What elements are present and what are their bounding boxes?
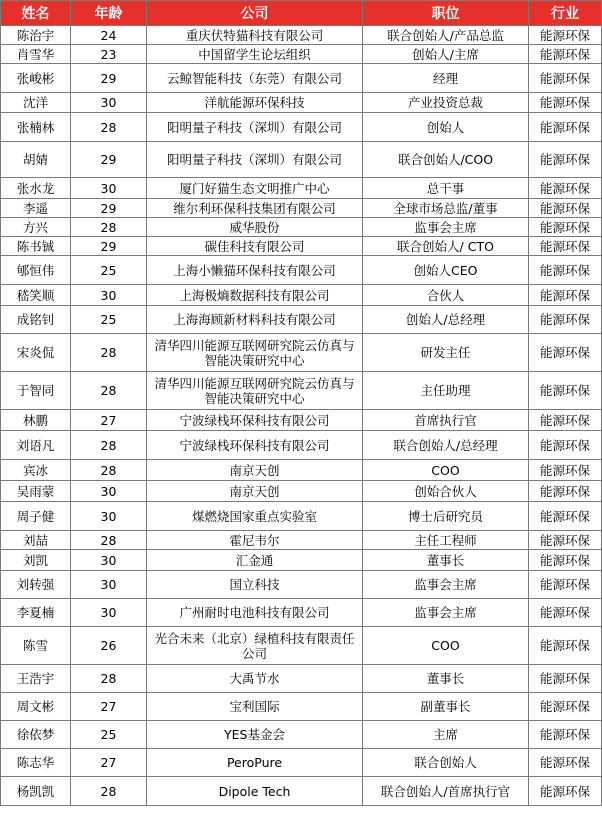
cell-industry: 能源环保 <box>529 460 602 481</box>
cell-age: 29 <box>71 199 147 218</box>
cell-name: 刘凯 <box>1 550 71 571</box>
cell-name: 陈书铖 <box>1 237 71 256</box>
cell-company: 汇金通 <box>147 550 363 571</box>
table-row <box>1 550 602 571</box>
cell-industry: 能源环保 <box>529 218 602 237</box>
table-row <box>1 693 602 721</box>
table-row <box>1 777 602 806</box>
cell-position: 联合创始人/产品总监 <box>363 26 529 45</box>
cell-age: 24 <box>71 26 147 45</box>
cell-industry: 能源环保 <box>529 93 602 113</box>
cell-position: 全球市场总监/董事 <box>363 199 529 218</box>
cell-name: 胡婧 <box>1 142 71 178</box>
cell-name: 陈治宇 <box>1 26 71 45</box>
cell-name: 成铭钊 <box>1 306 71 334</box>
cell-name: 王浩宇 <box>1 665 71 693</box>
cell-position: 董事长 <box>363 665 529 693</box>
cell-industry: 能源环保 <box>529 749 602 777</box>
cell-company: 霍尼韦尔 <box>147 531 363 550</box>
table-row <box>1 178 602 199</box>
cell-age: 26 <box>71 627 147 665</box>
cell-position: 合伙人 <box>363 285 529 306</box>
table-row <box>1 64 602 93</box>
cell-age: 30 <box>71 599 147 627</box>
cell-company: 上海极熵数据科技有限公司 <box>147 285 363 306</box>
table-row <box>1 372 602 410</box>
cell-industry: 能源环保 <box>529 571 602 599</box>
table-row <box>1 460 602 481</box>
cell-company: 碳佳科技有限公司 <box>147 237 363 256</box>
header-row <box>1 1 602 26</box>
cell-age: 27 <box>71 749 147 777</box>
cell-age: 27 <box>71 410 147 431</box>
table-row <box>1 113 602 142</box>
cell-company: 云鲸智能科技（东莞）有限公司 <box>147 64 363 93</box>
cell-age: 29 <box>71 64 147 93</box>
cell-company: YES基金会 <box>147 721 363 749</box>
cell-company: 清华四川能源互联网研究院云仿真与智能决策研究中心 <box>147 334 363 372</box>
table-row <box>1 502 602 531</box>
cell-company: 厦门好猫生态文明推广中心 <box>147 178 363 199</box>
header-age: 年龄 <box>71 1 147 26</box>
cell-age: 28 <box>71 531 147 550</box>
cell-industry: 能源环保 <box>529 777 602 806</box>
cell-position: 总干事 <box>363 178 529 199</box>
cell-name: 吴雨蒙 <box>1 481 71 502</box>
cell-industry: 能源环保 <box>529 531 602 550</box>
cell-industry: 能源环保 <box>529 502 602 531</box>
cell-company: 威华股份 <box>147 218 363 237</box>
cell-position: 经理 <box>363 64 529 93</box>
cell-age: 28 <box>71 665 147 693</box>
table-row <box>1 45 602 64</box>
cell-age: 28 <box>71 372 147 410</box>
table-row <box>1 410 602 431</box>
cell-age: 30 <box>71 178 147 199</box>
cell-industry: 能源环保 <box>529 45 602 64</box>
cell-company: 南京天创 <box>147 460 363 481</box>
cell-company: 洋航能源环保科技 <box>147 93 363 113</box>
cell-age: 29 <box>71 237 147 256</box>
cell-company: 上海海顾新材料科技有限公司 <box>147 306 363 334</box>
header-industry: 行业 <box>529 1 602 26</box>
cell-age: 28 <box>71 431 147 460</box>
cell-company: Dipole Tech <box>147 777 363 806</box>
cell-company: 广州耐时电池科技有限公司 <box>147 599 363 627</box>
cell-position: 创始合伙人 <box>363 481 529 502</box>
cell-age: 28 <box>71 334 147 372</box>
cell-age: 29 <box>71 142 147 178</box>
cell-age: 30 <box>71 481 147 502</box>
cell-company: 煤燃烧国家重点实验室 <box>147 502 363 531</box>
cell-name: 张水龙 <box>1 178 71 199</box>
table-row <box>1 218 602 237</box>
cell-industry: 能源环保 <box>529 113 602 142</box>
table-row <box>1 285 602 306</box>
cell-company: 国立科技 <box>147 571 363 599</box>
table-row <box>1 237 602 256</box>
cell-age: 30 <box>71 571 147 599</box>
table-row <box>1 749 602 777</box>
cell-industry: 能源环保 <box>529 178 602 199</box>
header-position: 职位 <box>363 1 529 26</box>
cell-industry: 能源环保 <box>529 142 602 178</box>
cell-industry: 能源环保 <box>529 256 602 285</box>
cell-industry: 能源环保 <box>529 410 602 431</box>
cell-company: 南京天创 <box>147 481 363 502</box>
cell-company: 阳明量子科技（深圳）有限公司 <box>147 142 363 178</box>
table-row <box>1 599 602 627</box>
cell-name: 于智同 <box>1 372 71 410</box>
cell-name: 林鹏 <box>1 410 71 431</box>
cell-name: 李遥 <box>1 199 71 218</box>
cell-position: 博士后研究员 <box>363 502 529 531</box>
cell-industry: 能源环保 <box>529 306 602 334</box>
cell-position: 主任助理 <box>363 372 529 410</box>
cell-name: 嵇笑顺 <box>1 285 71 306</box>
cell-industry: 能源环保 <box>529 26 602 45</box>
cell-company: 大禹节水 <box>147 665 363 693</box>
cell-company: 宁波绿栈环保科技有限公司 <box>147 431 363 460</box>
cell-age: 30 <box>71 550 147 571</box>
table-row <box>1 26 602 45</box>
cell-age: 23 <box>71 45 147 64</box>
cell-industry: 能源环保 <box>529 481 602 502</box>
cell-industry: 能源环保 <box>529 237 602 256</box>
cell-name: 宋炎侃 <box>1 334 71 372</box>
cell-name: 肖雪华 <box>1 45 71 64</box>
cell-age: 30 <box>71 93 147 113</box>
table-row <box>1 431 602 460</box>
cell-name: 周文彬 <box>1 693 71 721</box>
cell-industry: 能源环保 <box>529 665 602 693</box>
cell-age: 28 <box>71 460 147 481</box>
cell-name: 李夏楠 <box>1 599 71 627</box>
table-row <box>1 334 602 372</box>
cell-name: 刘语凡 <box>1 431 71 460</box>
cell-position: 联合创始人/ CTO <box>363 237 529 256</box>
cell-position: 监事会主席 <box>363 218 529 237</box>
cell-industry: 能源环保 <box>529 721 602 749</box>
cell-position: 创始人 <box>363 113 529 142</box>
cell-industry: 能源环保 <box>529 334 602 372</box>
cell-name: 刘喆 <box>1 531 71 550</box>
table-row <box>1 199 602 218</box>
cell-name: 郇恒伟 <box>1 256 71 285</box>
header-name: 姓名 <box>1 1 71 26</box>
cell-position: 研发主任 <box>363 334 529 372</box>
table-row <box>1 627 602 665</box>
cell-position: COO <box>363 627 529 665</box>
cell-name: 周子健 <box>1 502 71 531</box>
cell-industry: 能源环保 <box>529 285 602 306</box>
table-row <box>1 142 602 178</box>
cell-company: 光合未来（北京）绿植科技有限责任公司 <box>147 627 363 665</box>
cell-company: 宁波绿栈环保科技有限公司 <box>147 410 363 431</box>
cell-name: 刘转强 <box>1 571 71 599</box>
cell-position: 联合创始人/首席执行官 <box>363 777 529 806</box>
cell-company: 清华四川能源互联网研究院云仿真与智能决策研究中心 <box>147 372 363 410</box>
cell-industry: 能源环保 <box>529 431 602 460</box>
table-row <box>1 665 602 693</box>
cell-company: 中国留学生论坛组织 <box>147 45 363 64</box>
cell-company: 阳明量子科技（深圳）有限公司 <box>147 113 363 142</box>
table-row <box>1 571 602 599</box>
cell-position: 创始人CEO <box>363 256 529 285</box>
table-row <box>1 256 602 285</box>
cell-industry: 能源环保 <box>529 599 602 627</box>
cell-industry: 能源环保 <box>529 693 602 721</box>
cell-position: 联合创始人/总经理 <box>363 431 529 460</box>
cell-industry: 能源环保 <box>529 64 602 93</box>
table-row <box>1 306 602 334</box>
cell-position: 首席执行官 <box>363 410 529 431</box>
cell-industry: 能源环保 <box>529 627 602 665</box>
cell-company: 上海小懒猫环保科技有限公司 <box>147 256 363 285</box>
cell-company: PeroPure <box>147 749 363 777</box>
cell-age: 30 <box>71 502 147 531</box>
cell-position: 创始人/总经理 <box>363 306 529 334</box>
cell-name: 方兴 <box>1 218 71 237</box>
cell-position: 监事会主席 <box>363 571 529 599</box>
cell-position: 创始人/主席 <box>363 45 529 64</box>
cell-name: 宾冰 <box>1 460 71 481</box>
cell-industry: 能源环保 <box>529 199 602 218</box>
cell-industry: 能源环保 <box>529 550 602 571</box>
cell-name: 陈志华 <box>1 749 71 777</box>
cell-position: 董事长 <box>363 550 529 571</box>
cell-position: 产业投资总裁 <box>363 93 529 113</box>
cell-name: 杨凯凯 <box>1 777 71 806</box>
cell-company: 宝利国际 <box>147 693 363 721</box>
cell-age: 30 <box>71 285 147 306</box>
cell-position: 监事会主席 <box>363 599 529 627</box>
cell-name: 陈雪 <box>1 627 71 665</box>
cell-position: COO <box>363 460 529 481</box>
cell-position: 副董事长 <box>363 693 529 721</box>
cell-position: 联合创始人/COO <box>363 142 529 178</box>
table-row <box>1 531 602 550</box>
cell-name: 张峻彬 <box>1 64 71 93</box>
cell-position: 联合创始人 <box>363 749 529 777</box>
cell-name: 徐依梦 <box>1 721 71 749</box>
cell-age: 28 <box>71 113 147 142</box>
cell-name: 张楠林 <box>1 113 71 142</box>
cell-company: 重庆伏特猫科技有限公司 <box>147 26 363 45</box>
table-row <box>1 721 602 749</box>
cell-age: 27 <box>71 693 147 721</box>
cell-company: 维尔利环保科技集团有限公司 <box>147 199 363 218</box>
table-row <box>1 481 602 502</box>
cell-industry: 能源环保 <box>529 372 602 410</box>
cell-position: 主任工程师 <box>363 531 529 550</box>
header-company: 公司 <box>147 1 363 26</box>
table-row <box>1 93 602 113</box>
cell-age: 25 <box>71 306 147 334</box>
cell-age: 28 <box>71 218 147 237</box>
cell-age: 28 <box>71 777 147 806</box>
cell-name: 沈洋 <box>1 93 71 113</box>
cell-age: 25 <box>71 256 147 285</box>
cell-age: 25 <box>71 721 147 749</box>
cell-position: 主席 <box>363 721 529 749</box>
